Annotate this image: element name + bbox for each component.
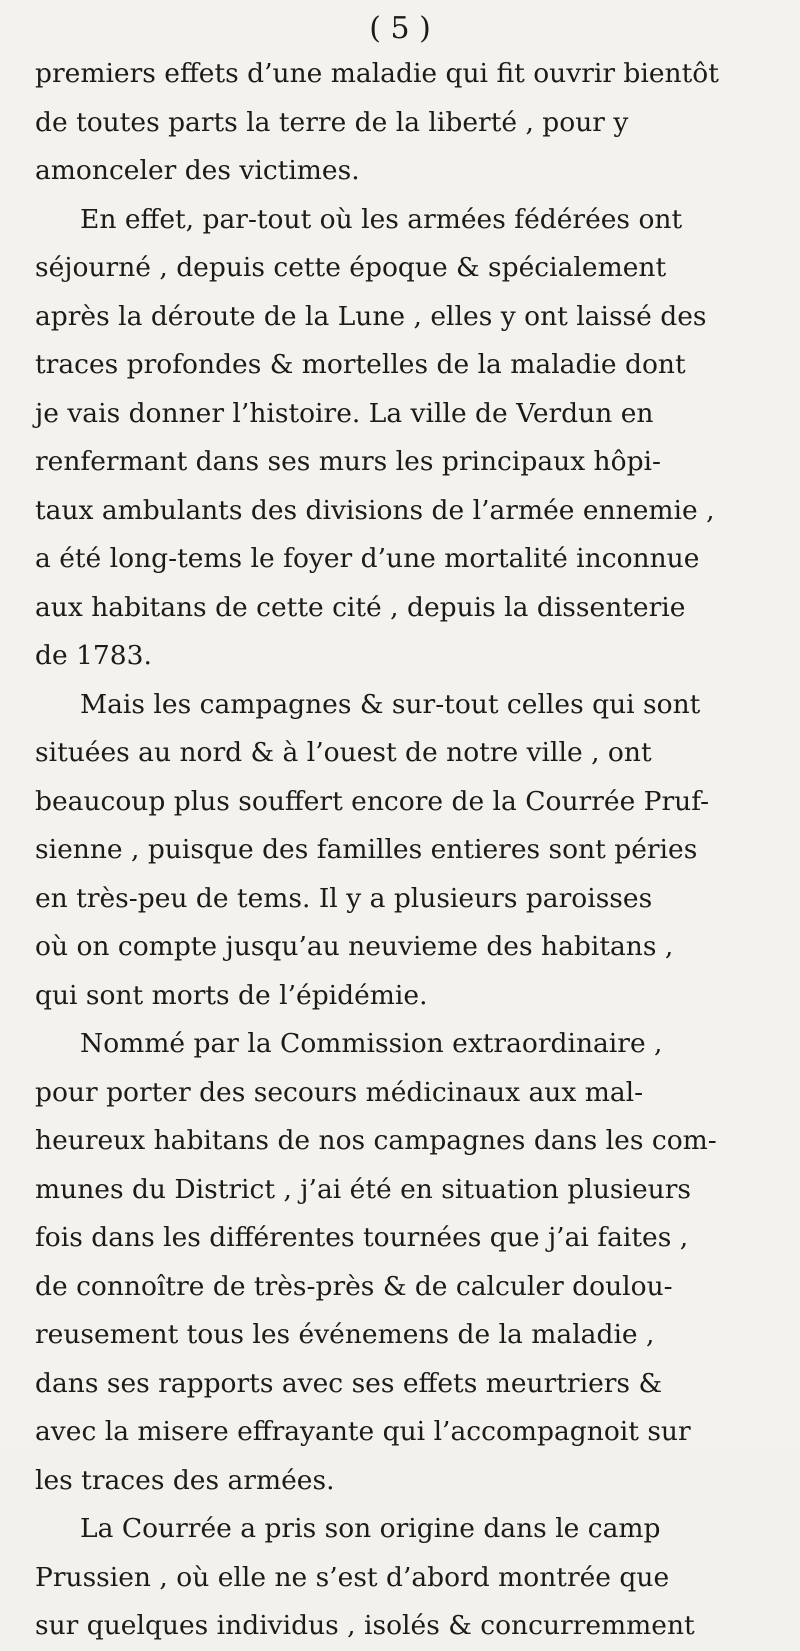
text-line: situées au nord & à l’ouest de notre ville , ont bbox=[35, 737, 652, 768]
text-line: de 1783. bbox=[35, 640, 152, 671]
text-line: séjourné , depuis cette époque & spécialement bbox=[35, 252, 667, 283]
text-line: premiers effets d’une maladie qui fit ouvrir bientôt bbox=[35, 58, 719, 89]
text-line: dans ses rapports avec ses effets meurtriers & bbox=[35, 1367, 663, 1399]
text-line: de connoître de très-près & de calculer doulou- bbox=[35, 1270, 673, 1302]
text-line: Mais les campagnes & sur-tout celles qui sont bbox=[80, 688, 701, 720]
text-line: amonceler des victimes. bbox=[35, 155, 360, 186]
text-line: beaucoup plus souffert encore de la Courrée Pruf- bbox=[35, 785, 710, 817]
text-line: les traces des armées. bbox=[35, 1464, 335, 1496]
text-line: traces profondes & mortelles de la maladie dont bbox=[35, 349, 686, 380]
text-line: Nommé par la Commission extraordinaire , bbox=[80, 1028, 663, 1059]
text-line: Prussien , où elle ne s’est d’abord montrée que bbox=[35, 1561, 670, 1593]
text-line: a été long-tems le foyer d’une mortalité inconnue bbox=[35, 543, 700, 574]
text-line: je vais donner l’histoire. La ville de Verdun en bbox=[35, 397, 654, 429]
text-line: heureux habitans de nos campagnes dans les com- bbox=[35, 1125, 717, 1156]
text-line: renfermant dans ses murs les principaux hôpi- bbox=[35, 446, 661, 477]
text-line: reusement tous les événemens de la maladie , bbox=[35, 1319, 655, 1350]
text-line: taux ambulants des divisions de l’armée ennemie , bbox=[35, 494, 715, 526]
text-line: munes du District , j’ai été en situation plusieurs bbox=[35, 1173, 692, 1205]
text-line: en très-peu de tems. Il y a plusieurs paroisses bbox=[35, 882, 653, 914]
text-line: aux habitans de cette cité , depuis la dissenterie bbox=[35, 591, 686, 623]
text-line: après la déroute de la Lune , elles y ont laissé des bbox=[35, 300, 707, 332]
text-line: sur quelques individus , isolés & concurremment bbox=[35, 1610, 695, 1641]
text-line: de toutes parts la terre de la liberté , pour y bbox=[35, 106, 629, 138]
text-line: qui sont morts de l’épidémie. bbox=[35, 979, 428, 1011]
text-line: En effet, par-tout où les armées fédérées ont bbox=[80, 203, 683, 235]
text-line: avec la misere effrayante qui l’accompagnoit sur bbox=[35, 1416, 691, 1447]
text-line: où on compte jusqu’au neuvieme des habitans , bbox=[35, 931, 674, 962]
text-line: La Courrée a pris son origine dans le camp bbox=[80, 1513, 661, 1544]
page-number: ( 5 ) bbox=[369, 11, 431, 46]
text-line: fois dans les différentes tournées que j’ai faites , bbox=[35, 1222, 689, 1253]
text-line: sienne , puisque des familles entieres sont péries bbox=[35, 834, 698, 865]
text-line: pour porter des secours médicinaux aux mal- bbox=[35, 1076, 644, 1108]
body-text bbox=[35, 50, 780, 1651]
